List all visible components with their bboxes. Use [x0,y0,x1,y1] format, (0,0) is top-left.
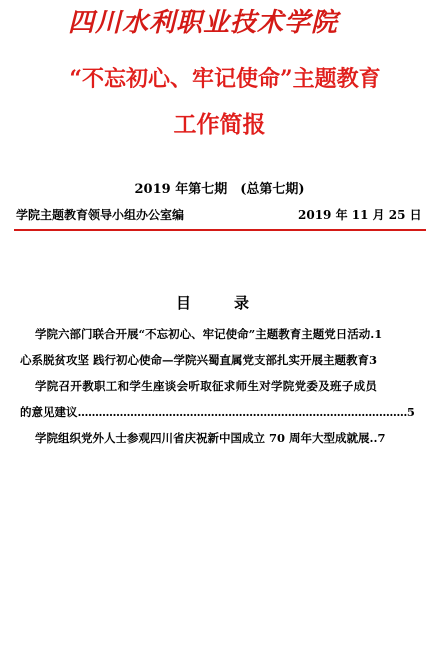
table-of-contents [20,326,426,456]
toc-item-page: 1 [374,327,383,341]
toc-item-title: 学院组织党外人士参观四川省庆祝新中国成立 70 周年大型成就展 [35,431,370,445]
toc-item-page: 3 [369,353,378,367]
toc-item-page: 5 [406,405,415,419]
toc-item-leader: .. [369,431,378,445]
publish-date: 2019 年 11 月 25 日 [298,208,422,222]
toc-item-title: 学院六部门联合开展“不忘初心、牢记使命”主题教育主题党日活动 [35,327,371,341]
editor-row [16,206,422,226]
toc-item-title: 心系脱贫攻坚 践行初心使命—学院兴蜀直属党支部扎实开展主题教育 [20,353,370,367]
header-divider [14,229,426,231]
toc-item-title: 学院召开教职工和学生座谈会听取征求师生对学院党委及班子成员 [35,379,378,393]
toc-item-title-continued: 的意见建议 [20,405,78,419]
toc-item-page: 7 [377,431,386,445]
bulletin-title-line2: 工作简报 [173,111,266,138]
bulletin-title-line1: “不忘初心、牢记使命”主题教育 [69,66,381,92]
toc-item-1[interactable] [20,326,426,342]
issue-number: 2019 年第七期 (总第七期) [134,182,305,197]
school-name-masthead: 四川水利职业技术学院 [68,8,339,38]
toc-item-leader: . [370,327,375,341]
toc-item-leader: .............................................................................................. [77,405,407,419]
toc-item-2[interactable] [20,352,426,368]
editor-name: 学院主题教育领导小组办公室编 [16,208,185,222]
toc-item-4[interactable] [20,430,426,446]
toc-heading: 目 录 [175,294,263,312]
toc-item-3[interactable] [20,378,426,420]
